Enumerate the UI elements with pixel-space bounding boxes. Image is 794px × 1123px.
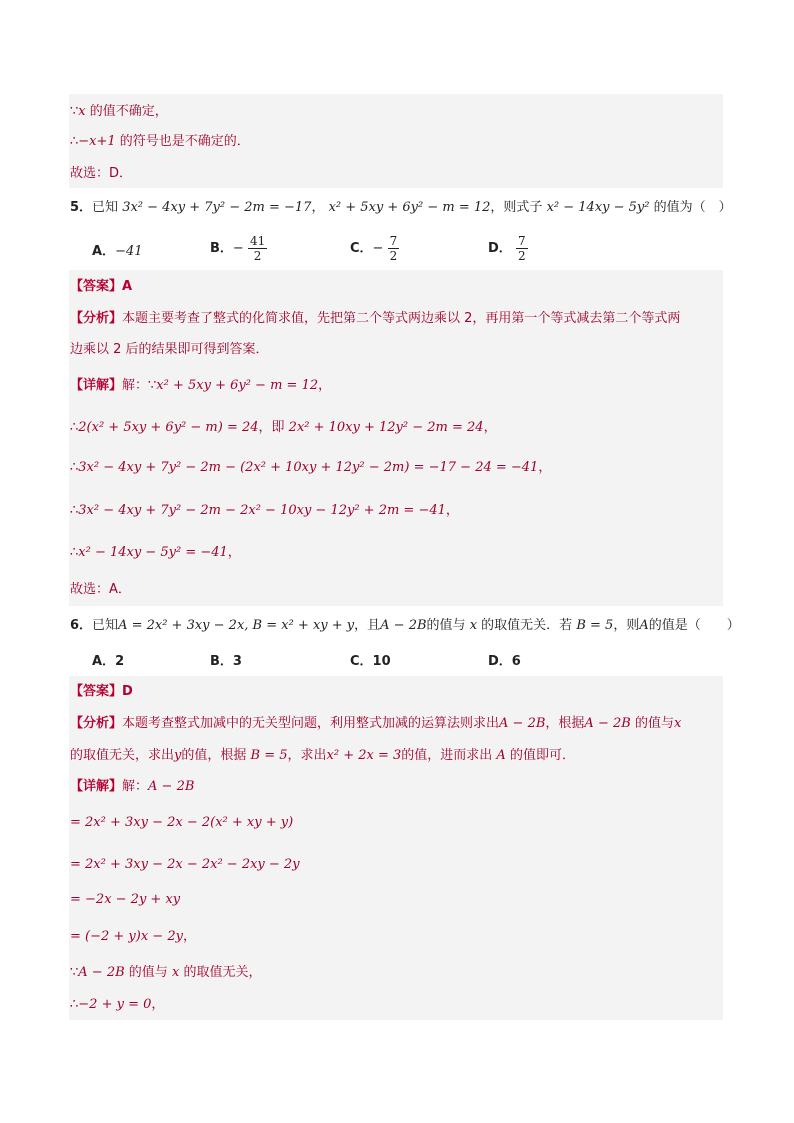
q5-step-1: ∴2(x² + 5xy + 6y² − m) = 24，即 2x² + 10xy + 12y² − 2m = 24， [70,420,497,435]
q5-option-a: A．−41 [92,244,143,259]
q5-option-d-fraction: $\frac{7}{2}$ [517,234,526,263]
q5-option-b-fraction: $\frac{41}{2}$ [249,234,266,263]
q6-analysis-line-1: 【分析】本题考查整式加减中的无关型问题，利用整式加减的运算法则求出A − 2B，根据A − 2B 的值与x [70,716,682,731]
q6-step-2: = 2x² + 3xy − 2x − 2x² − 2xy − 2y [70,857,300,872]
q6-option-c: C．10 [350,654,391,669]
q6-option-b: B．3 [210,654,242,669]
q5-analysis-line-1: 【分析】本题主要考查了整式的化简求值，先把第二个等式两边乘以 2，再用第一个等式减去第二个等式两 [70,311,681,326]
q6-step-3: = −2x − 2y + xy [70,892,181,907]
q6-since-line: ∵A − 2B 的值与 x 的取值无关， [70,965,262,980]
q6-analysis-line-2: 的取值无关，求出y的值，根据 B = 5，求出x² + 2x = 3的值，进而求出 A 的值即可． [70,748,575,763]
q6-detail-intro: 【详解】解：A − 2B [70,779,195,794]
prev-solution-line-2: ∴−x+1 的符号也是不确定的． [70,134,250,149]
q6-option-d: D．6 [488,654,521,669]
q6-answer: 【答案】D [70,684,133,699]
q5-option-c-fraction: $\frac{7}{2}$ [389,234,398,263]
prev-solution-line-1: ∵x 的值不确定， [70,104,168,119]
q6-option-a: A．2 [92,654,125,669]
q5-stem: 5．已知 3x² − 4xy + 7y² − 2m = −17， x² + 5xy + 6y² − m = 12，则式子 x² − 14xy − 5y² 的值为（ ） [70,200,732,215]
q5-step-2: ∴3x² − 4xy + 7y² − 2m − (2x² + 10xy + 12y² − 2m) = −17 − 24 = −41， [70,460,552,475]
q5-analysis-line-2: 边乘以 2 后的结果即可得到答案． [70,342,269,357]
q5-detail-intro: 【详解】解：∵x² + 5xy + 6y² − m = 12， [70,378,332,393]
prev-solution-conclusion: 故选：D． [70,166,133,181]
q5-option-c: C．− $\frac{7}{2}$ [350,234,398,263]
q6-step-1: = 2x² + 3xy − 2x − 2(x² + xy + y) [70,815,294,830]
q6-therefore-line: ∴−2 + y = 0， [70,997,165,1012]
q5-step-3: ∴3x² − 4xy + 7y² − 2m − 2x² − 10xy − 12y² + 2m = −41， [70,503,459,518]
q6-stem: 6．已知A = 2x² + 3xy − 2x, B = x² + xy + y，且A − 2B的值与 x 的取值无关．若 B = 5，则A的值是（ ） [70,618,740,633]
q6-step-4: = (−2 + y)x − 2y， [70,929,196,944]
q5-option-b: B．− $\frac{41}{2}$ [210,234,266,263]
q5-conclusion: 故选：A． [70,582,131,597]
q5-step-4: ∴x² − 14xy − 5y² = −41， [70,545,241,560]
q5-option-d: D． $\frac{7}{2}$ [488,234,526,263]
q5-answer: 【答案】A [70,279,133,294]
